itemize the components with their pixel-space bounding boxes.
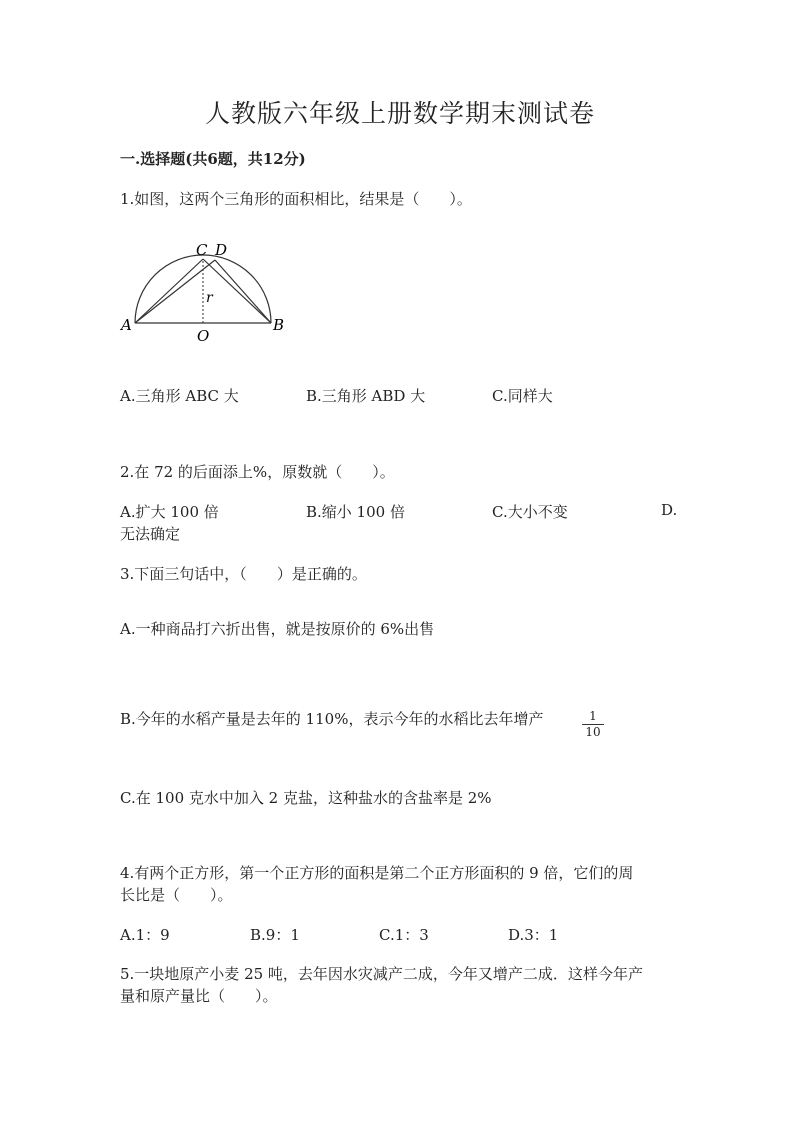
q3-option-b-fraction [582,710,604,739]
segment-db [215,260,271,323]
q2-option-d: D. [661,501,678,519]
fraction-denominator: 10 [585,725,601,739]
q3-option-b: B.今年的水稻产量是去年的 110%，表示今年的水稻比去年增产 [120,710,544,728]
label-r: r [206,290,213,306]
section-heading: 一.选择题(共6题，共12分) [120,150,306,168]
label-a: A [121,316,132,334]
q1-option-b: B.三角形 ABD 大 [306,387,426,405]
q2-option-b: B.缩小 100 倍 [306,503,405,521]
q2-option-c: C.大小不变 [492,503,568,521]
label-o: O [197,327,210,345]
segment-cb [203,259,271,323]
label-b: B [273,316,285,334]
q1-option-a: A.三角形 ABC 大 [120,387,239,405]
question-4-line-2: 长比是（ ）。 [120,886,233,904]
q4-option-a: A.1：9 [120,926,170,944]
question-1-text: 1.如图，这两个三角形的面积相比，结果是（ ）。 [120,190,472,208]
question-5-line-1: 5.一块地原产小麦 25 吨，去年因水灾减产二成，今年又增产二成．这样今年产 [120,965,643,983]
q3-option-c: C.在 100 克水中加入 2 克盐，这种盐水的含盐率是 2% [120,789,492,807]
segment-ac [135,259,203,323]
question-3-text: 3.下面三句话中，（ ）是正确的。 [120,565,367,583]
question-4-line-1: 4.有两个正方形，第一个正方形的面积是第二个正方形面积的 9 倍，它们的周 [120,864,634,882]
q2-option-d-text: 无法确定 [120,525,181,543]
q2-option-a: A.扩大 100 倍 [120,503,219,521]
q3-option-a: A.一种商品打六折出售，就是按原价的 6%出售 [120,620,435,638]
q4-option-b: B.9：1 [250,926,300,944]
label-d: D [215,241,228,259]
q4-option-d: D.3：1 [508,926,559,944]
question-5-line-2: 量和原产量比（ ）。 [120,987,278,1005]
semicircle-figure [115,238,295,350]
fraction-numerator: 1 [589,709,597,723]
page-title: 人教版六年级上册数学期末测试卷 [204,99,595,128]
question-2-text: 2.在 72 的后面添上%，原数就（ ）。 [120,463,395,481]
q1-option-c: C.同样大 [492,387,553,405]
label-c: C [196,241,208,259]
q4-option-c: C.1：3 [379,926,429,944]
